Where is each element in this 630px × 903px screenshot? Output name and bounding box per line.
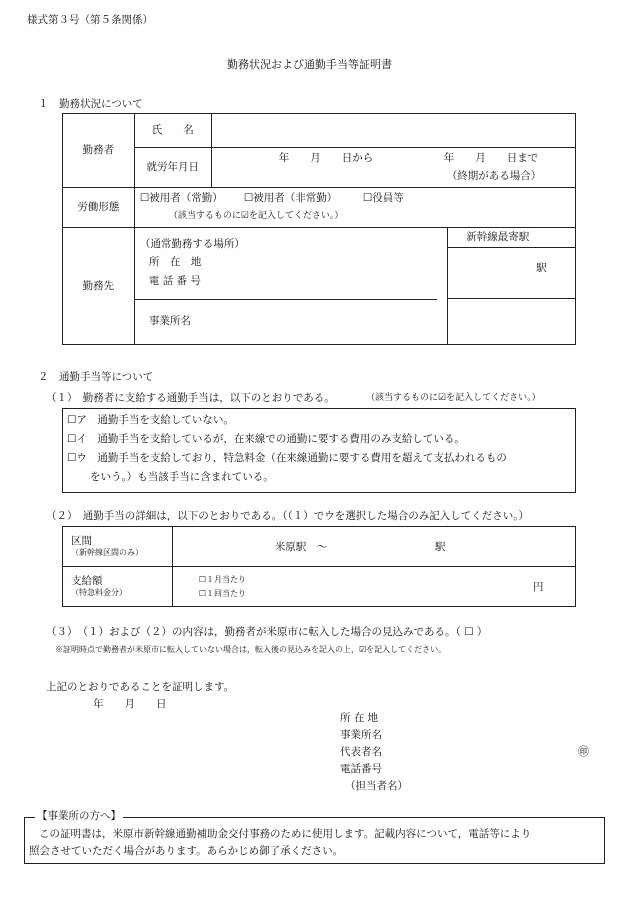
office-label: 事業所名 <box>148 314 191 327</box>
worker-label: 勤務者 <box>63 114 135 188</box>
notice-line2: 照会させていただく場合があります。あらかじめ御了承ください。 <box>29 845 344 857</box>
allowance-options-box <box>62 408 576 493</box>
certification-statement: 上記のとおりであることを証明します。 <box>46 681 235 693</box>
option-parttime[interactable]: ☐被用者（非常勤） <box>243 191 338 204</box>
option-u-cont: をいう。）も当該手当に含まれている。 <box>90 471 274 483</box>
work-status-table <box>62 113 576 345</box>
amount-label: 支給額 <box>71 575 103 588</box>
section-sub: （新幹線区間のみ） <box>71 548 143 557</box>
period-to: 年 月 日まで <box>443 151 539 164</box>
period-from: 年 月 日から <box>278 151 374 164</box>
name-field[interactable] <box>211 114 575 148</box>
section2-heading: ２ 通勤手当等について <box>38 371 154 383</box>
workplace-divider <box>135 299 437 300</box>
employment-label: 労働形態 <box>63 188 135 228</box>
q3-note: ※証明時点で勤務者が米原市に転入していない場合は，転入後の見込みを記入の上，☑を記入してください。 <box>55 645 447 654</box>
option-u[interactable]: ☐ウ 通勤手当を支給しており，特急料金（在来線通勤に要する費用を超えて支払われるもの <box>67 452 507 464</box>
allowance-detail-table <box>62 526 576 607</box>
cert-phone-label: 電話番号 <box>340 763 382 775</box>
cert-person-label: （担当者名） <box>345 780 408 792</box>
cert-office-label: 事業所名 <box>340 729 382 741</box>
workplace-note: （通常勤務する場所） <box>139 237 245 250</box>
cert-address-label: 所 在 地 <box>340 712 379 724</box>
seal-mark-icon: ㊞ <box>578 745 589 758</box>
from-station: 米原駅 ～ <box>274 540 328 553</box>
checkbox-note: （該当するものに☑を記入してください。） <box>168 210 344 221</box>
workplace-label: 勤務先 <box>63 228 135 345</box>
address-label: 所 在 地 <box>148 255 202 268</box>
yen-unit: 円 <box>532 580 544 593</box>
to-station-suffix: 駅 <box>434 540 446 553</box>
option-a[interactable]: ☐ア 通勤手当を支給していない。 <box>67 414 234 426</box>
notice-line1: この証明書は，米原市新幹線通勤補助金交付事務のために使用します。記載内容について，電話等により <box>39 828 532 840</box>
per-month-option[interactable]: ☐１月当たり <box>198 574 246 584</box>
q1-note: （該当するものに☑を記入してください。） <box>366 393 541 403</box>
q1-text: （１） 勤務者に支給する通勤手当は，以下のとおりである。 <box>46 392 335 404</box>
nearest-station-label: 新幹線最寄駅 <box>466 231 530 243</box>
amount-sub: （特急料金分） <box>71 588 127 597</box>
period-label: 就労年月日 <box>134 148 211 188</box>
q2-text: （２） 通勤手当の詳細は，以下のとおりである。（（１）でウを選択した場合のみ記入してください。） <box>46 510 529 522</box>
employment-options <box>134 188 575 228</box>
notice-box <box>24 810 605 864</box>
per-trip-option[interactable]: ☐１回当たり <box>198 588 246 598</box>
station-divider-top <box>448 247 576 248</box>
period-note: （終期がある場合） <box>446 169 542 182</box>
section-label: 区間 <box>71 535 92 548</box>
phone-label: 電 話 番 号 <box>148 274 201 287</box>
period-field[interactable] <box>211 148 575 188</box>
option-officer[interactable]: ☐役員等 <box>362 191 404 204</box>
amount-field[interactable] <box>172 567 575 607</box>
form-number: 様式第３号（第５条関係） <box>27 14 153 26</box>
option-fulltime[interactable]: ☐被用者（常勤） <box>139 191 223 204</box>
station-divider-bottom <box>448 298 576 299</box>
section-field[interactable] <box>172 527 575 567</box>
notice-title: 【事業所の方へ】 <box>37 810 121 822</box>
nearest-station-cell[interactable] <box>448 228 576 345</box>
workplace-info[interactable] <box>134 228 447 345</box>
page-title: 勤務状況および通勤手当等証明書 <box>227 58 392 71</box>
name-label: 氏 名 <box>134 114 211 148</box>
amount-label-cell <box>63 567 173 607</box>
option-i[interactable]: ☐イ 通勤手当を支給しているが，在来線での通勤に要する費用のみ支給している。 <box>67 433 465 445</box>
station-suffix: 駅 <box>536 262 547 274</box>
section-label-cell <box>63 527 173 567</box>
q3-text: （３） （１）および（２）の内容は，勤務者が米原市に転入した場合の見込みである。（ ☐ ） <box>46 626 488 638</box>
section1-heading: １ 勤務状況について <box>38 98 143 110</box>
cert-rep-label: 代表者名 <box>340 746 382 758</box>
certification-date[interactable]: 年 月 日 <box>93 698 167 710</box>
